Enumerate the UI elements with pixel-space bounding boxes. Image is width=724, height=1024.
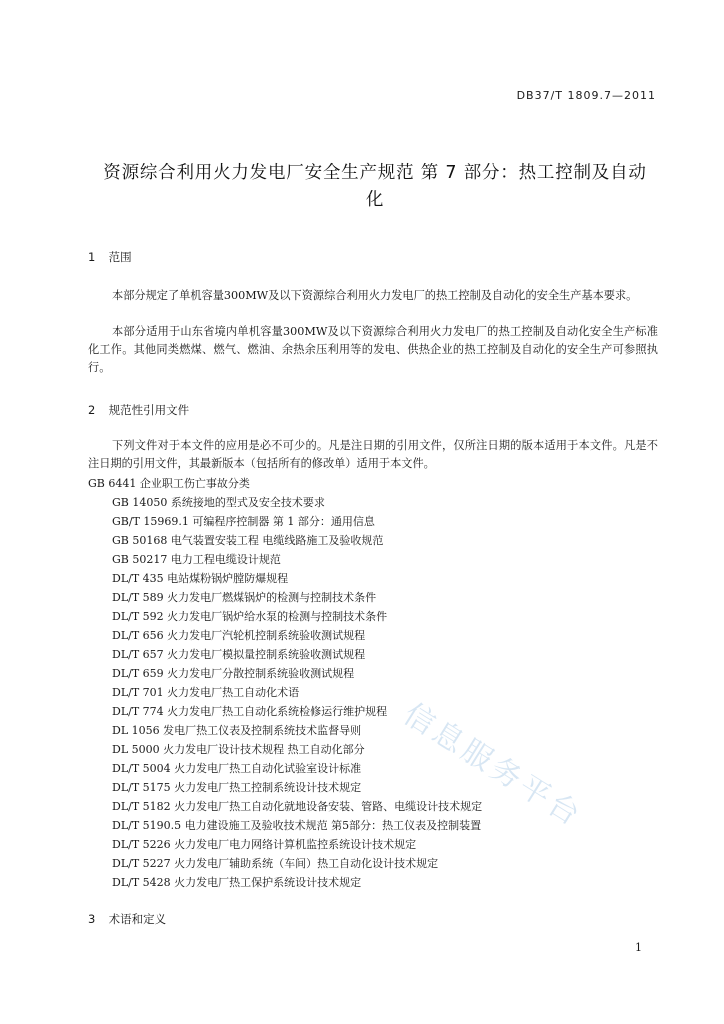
reference-list — [88, 474, 482, 892]
reference-item: DL/T 5428 火力发电厂热工保护系统设计技术规定 — [112, 876, 362, 889]
reference-item: DL/T 701 火力发电厂热工自动化术语 — [112, 686, 300, 699]
reference-item: DL/T 592 火力发电厂锅炉给水泵的检测与控制技术条件 — [112, 610, 388, 623]
title-line-2: 化 — [365, 190, 385, 210]
reference-item: DL/T 656 火力发电厂汽轮机控制系统验收测试规程 — [112, 629, 366, 642]
section-2-heading — [88, 402, 189, 418]
reference-item: GB 50217 电力工程电缆设计规范 — [112, 553, 281, 566]
reference-item: GB 6441 企业职工伤亡事故分类 — [88, 477, 250, 490]
document-title — [80, 160, 670, 214]
watermark: 信息服务平台 — [397, 696, 589, 835]
paragraph: 本部分规定了单机容量300MW及以下资源综合利用火力发电厂的热工控制及自动化的安全生产基本要求。 — [112, 289, 638, 302]
section-number: 3 — [88, 912, 96, 926]
reference-item: DL 5000 火力发电厂设计技术规程 热工自动化部分 — [112, 743, 365, 756]
section-title: 规范性引用文件 — [108, 403, 190, 417]
reference-item: GB/T 15969.1 可编程序控制器 第 1 部分：通用信息 — [112, 515, 375, 528]
section-number: 2 — [88, 403, 96, 417]
reference-item: DL/T 5182 火力发电厂热工自动化就地设备安装、管路、电缆设计技术规定 — [112, 800, 483, 813]
reference-item: DL/T 659 火力发电厂分散控制系统验收测试规程 — [112, 667, 355, 680]
reference-item: DL/T 5190.5 电力建设施工及验收技术规范 第5部分：热工仪表及控制装置 — [112, 819, 482, 832]
reference-item: DL 1056 发电厂热工仪表及控制系统技术监督导则 — [112, 724, 362, 737]
section-title: 范围 — [108, 250, 132, 264]
reference-item: GB 50168 电气装置安装工程 电缆线路施工及验收规范 — [112, 534, 384, 547]
paragraph: 本部分适用于山东省境内单机容量300MW及以下资源综合利用火力发电厂的热工控制及自动化安全生产标准化工作。其他同类燃煤、燃气、燃油、余热余压利用等的发电、供热企业的热工控制及自动化的安全生产可参照执行。 — [88, 325, 658, 374]
reference-item: DL/T 774 火力发电厂热工自动化系统检修运行维护规程 — [112, 705, 388, 718]
reference-item: DL/T 5175 火力发电厂热工控制系统设计技术规定 — [112, 781, 362, 794]
standard-code: DB37/T 1809.7—2011 — [516, 89, 656, 102]
section-number: 1 — [88, 250, 96, 264]
reference-item: DL/T 5226 火力发电厂电力网络计算机监控系统设计技术规定 — [112, 838, 417, 851]
reference-item: DL/T 5227 火力发电厂辅助系统（车间）热工自动化设计技术规定 — [112, 857, 439, 870]
reference-item: DL/T 5004 火力发电厂热工自动化试验室设计标准 — [112, 762, 362, 775]
reference-item: GB 14050 系统接地的型式及安全技术要求 — [112, 496, 325, 509]
paragraph: 下列文件对于本文件的应用是必不可少的。凡是注日期的引用文件，仅所注日期的版本适用于本文件。凡是不注日期的引用文件，其最新版本（包括所有的修改单）适用于本文件。 — [88, 439, 658, 470]
section-title: 术语和定义 — [108, 912, 167, 926]
section-1-heading — [88, 249, 132, 265]
reference-item: DL/T 589 火力发电厂燃煤锅炉的检测与控制技术条件 — [112, 591, 377, 604]
section-3-heading — [88, 911, 166, 927]
title-line-1: 资源综合利用火力发电厂安全生产规范 第 7 部分：热工控制及自动 — [103, 163, 647, 183]
page-number: 1 — [635, 941, 642, 954]
reference-item: DL/T 657 火力发电厂模拟量控制系统验收测试规程 — [112, 648, 366, 661]
reference-item: DL/T 435 电站煤粉锅炉膛防爆规程 — [112, 572, 289, 585]
